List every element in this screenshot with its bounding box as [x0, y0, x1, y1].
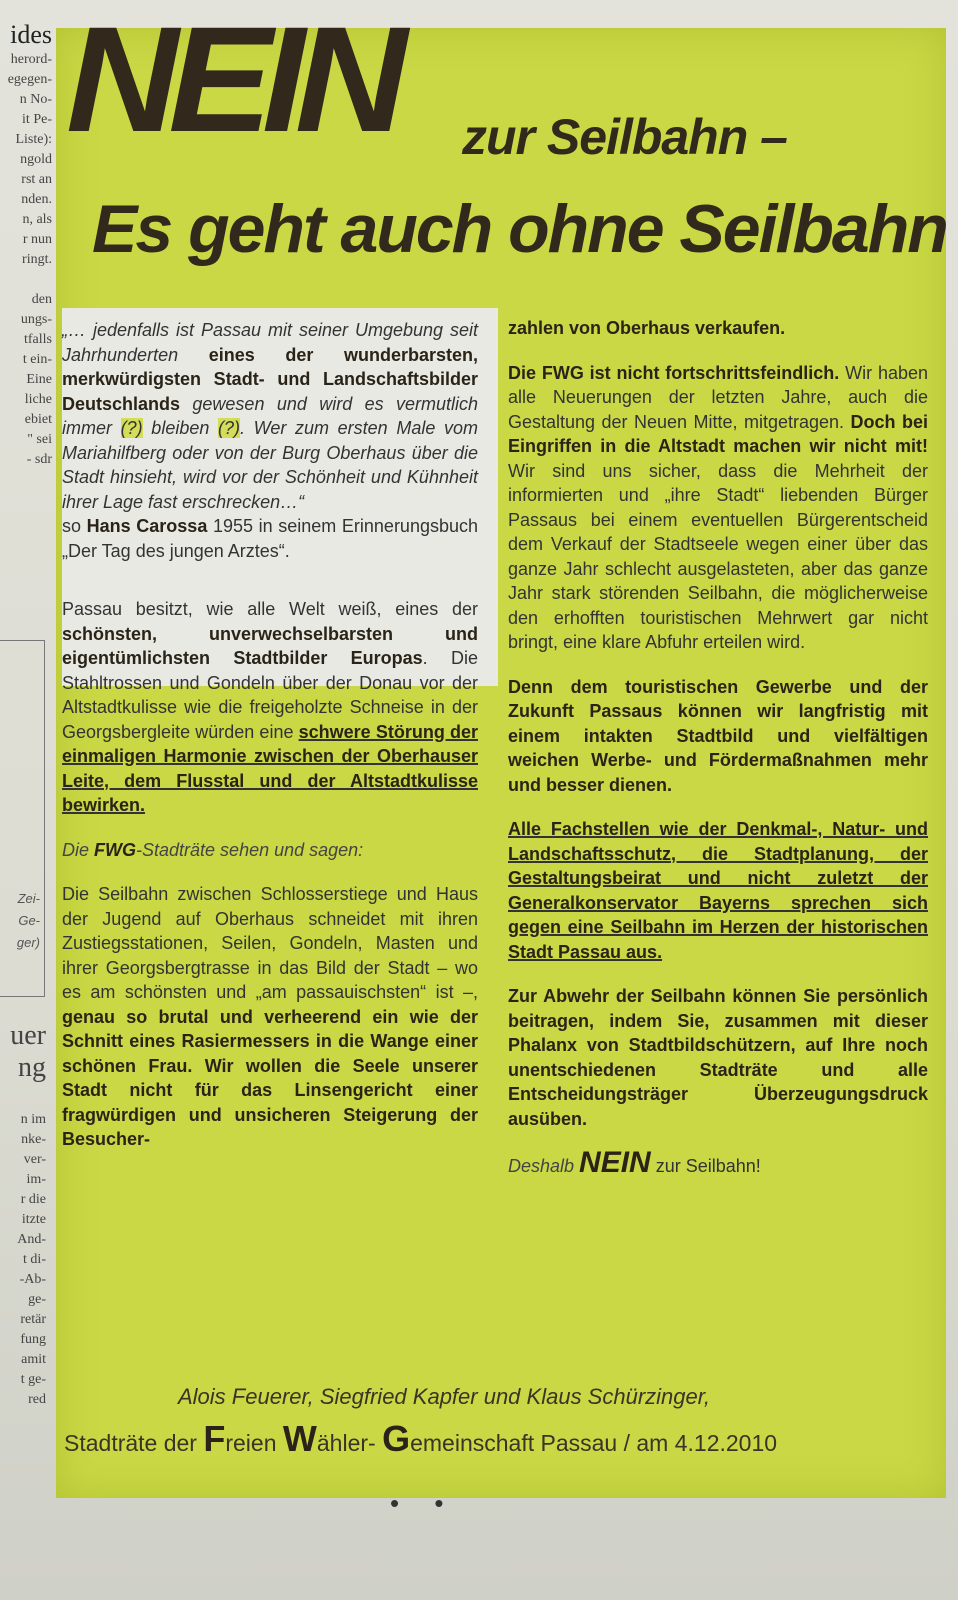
side-line: liche: [24, 392, 52, 407]
side-line: n No-: [19, 92, 52, 107]
side-line: Liste):: [15, 132, 52, 147]
side-line: -Ab-: [19, 1272, 46, 1287]
quote-text: gewesen und wird es vermutlich immer: [62, 393, 478, 438]
org-text: ähler-: [316, 1430, 383, 1456]
side-line: n im: [20, 1112, 46, 1127]
signature-names: Alois Feuerer, Siegfried Kapfer und Klaus Schürzinger,: [178, 1384, 710, 1409]
side-line: t ein-: [22, 352, 52, 367]
right-paragraph: [508, 984, 928, 1131]
side-line: den: [31, 292, 52, 307]
paragraph-bold: schönsten, unverwechselbarsten und eigentümlichsten Stadtbilder Europas: [62, 623, 478, 668]
side-line: tfalls: [24, 332, 52, 347]
paragraph-text: Die Seilbahn zwischen Schlosserstiege und Haus der Jugend auf Oberhaus schneidet mit ihren Zustiegsstationen, Seilen, Gondeln, Masten und ihrer Georgsbergtrasse in das Bild der Stadt – wo es am schönsten und „am passauischsten“ ist –,: [62, 884, 478, 1002]
side-line: ngold: [20, 152, 52, 167]
side-line: r nun: [22, 232, 52, 247]
right-paragraph: [508, 361, 928, 655]
source-text: 1955 in seinem Erinnerungsbuch „Der Tag des jungen Arztes“.: [62, 516, 478, 561]
closing-text: Deshalb: [508, 1156, 580, 1176]
quote-mark: (?): [218, 418, 241, 438]
org-initial: F: [203, 1418, 226, 1459]
side-line: ungs-: [20, 312, 52, 327]
side-line: fung: [20, 1332, 46, 1347]
quote-text: „… jedenfalls ist Passau mit seiner Umgebung seit Jahrhunderten: [62, 320, 478, 365]
left-column: [62, 318, 478, 1172]
paragraph-text: . Die Stahltrossen und Gondeln über der Donau vor der Altstadtkulisse wie die freigeholzte Schneise in der Georgsbergleite würden eine: [62, 648, 478, 742]
right-paragraph: [508, 316, 928, 341]
side-line: n, als: [22, 212, 52, 227]
quote-source: [62, 514, 478, 563]
org-initial: W: [282, 1418, 317, 1459]
side-line: ge-: [28, 1292, 46, 1307]
right-paragraph: [508, 817, 928, 964]
headline-nein: NEIN: [66, 0, 398, 163]
quote-mark: (?): [120, 418, 143, 438]
side-line: ides: [10, 20, 52, 49]
paragraph-text: Wir sind uns sicher, dass die Mehrheit der informierten und „ihre Stadt“ liebenden Bürger Passaus bei einem eventuellen Bürgerentscheid dem Verkauf der Stadtseele wegen einer über das ganze Jahr schlecht ausgelasteten, aber das ganze Jahr stark störenden Seilbahn, die möglicherweise den erhofften touristischen Mehrwert gar nicht bringt, eine klare Abfuhr erteilen wird.: [508, 460, 928, 652]
side-line: egegen-: [7, 72, 52, 87]
closing-text: zur Seilbahn!: [650, 1156, 761, 1176]
source-name: Hans Carossa: [86, 516, 208, 536]
side-line: im-: [26, 1172, 46, 1187]
side-line: retär: [20, 1312, 46, 1327]
side-line: herord-: [10, 52, 52, 67]
side-headline: [10, 1020, 46, 1084]
side-line: nden.: [21, 192, 52, 207]
side-line: it Pe-: [22, 112, 52, 127]
left-paragraph: [62, 597, 478, 818]
paragraph-bold: Die FWG ist nicht fortschrittsfeindlich.: [508, 362, 840, 383]
side-line: rst an: [21, 172, 52, 187]
headline-line2: Es geht auch ohne Seilbahn: [92, 191, 947, 267]
org-text: Stadträte der: [64, 1430, 204, 1456]
paragraph-underlined: Alle Fachstellen wie der Denkmal-, Natur- und Landschaftsschutz, die Stadtplanung, der Gestaltungsbeirat und nicht zuletzt der Generalkonservator Bayerns sprechen sich gegen eine Seilbahn im Herzen der historischen Stadt Passau aus.: [508, 819, 928, 962]
paragraph-bold: FWG: [94, 839, 137, 860]
paragraph-italic: -Stadträte sehen und sagen:: [136, 839, 364, 860]
neighbour-box: [0, 640, 45, 997]
page-dots: • •: [390, 1488, 458, 1518]
org-text: reien: [225, 1430, 283, 1456]
paragraph-bold: Doch bei Eingriffen in die Altstadt machen wir nicht mit!: [508, 411, 928, 456]
source-text: so: [62, 516, 87, 536]
headline-rest: zur Seilbahn –: [462, 109, 787, 165]
side-line: " sei: [27, 432, 52, 447]
side-line: r die: [20, 1192, 46, 1207]
paragraph-italic: Die: [62, 839, 95, 860]
signature-organisation: [64, 1418, 777, 1460]
quote-text: . Wer zum ersten Male vom Mariahilfberg oder von der Burg Oberhaus über die Stadt hinsieht, wird vor der Schönheit und Kühnheit ihrer Lage fast erschrecken…“: [62, 418, 478, 512]
side-line: red: [28, 1392, 46, 1407]
side-line: And-: [17, 1232, 46, 1247]
closing-nein: NEIN: [579, 1146, 651, 1179]
carossa-quote: [62, 318, 478, 514]
paragraph-bold: zahlen von Oberhaus verkaufen.: [508, 318, 786, 338]
side-line: t di-: [23, 1252, 46, 1267]
side-line: [0, 270, 52, 290]
side-line: ver-: [23, 1152, 46, 1167]
side-line: Eine: [26, 372, 52, 387]
quote-text: bleiben: [142, 418, 219, 438]
org-text: emeinschaft Passau / am 4.12.2010: [410, 1430, 778, 1456]
side-line: t ge-: [20, 1372, 46, 1387]
quote-bold: eines der wunderbarsten, merkwürdigsten Stadt- und Landschaftsbilder Deutschlands: [62, 344, 478, 414]
side-line: nke-: [21, 1132, 46, 1147]
paragraph-bold: genau so brutal und verheerend ein wie der Schnitt eines Rasiermessers in die Wange einer schönen Frau. Wir wollen die Seele unserer Stadt nicht für das Linsengericht einer fragwürdigen und unsicheren Steigerung der Besucher-: [62, 1006, 478, 1149]
paragraph-bold: Denn dem touristischen Gewerbe und der Zukunft Passaus können wir langfristig mit einem intakten Stadtbild und vielfältigen weichen Werbe- und Fördermaßnahmen mehr und besser dienen.: [508, 676, 928, 795]
paragraph-underlined: schwere Störung der einmaligen Harmonie zwischen der Oberhauser Leite, dem Flusstal und der Altstadtkulisse bewirken.: [62, 721, 478, 815]
side-line: itzte: [21, 1212, 46, 1227]
side-lower-text: [17, 1110, 46, 1410]
paragraph-bold: Zur Abwehr der Seilbahn können Sie persönlich beitragen, indem Sie, zusammen mit dieser Phalanx von Stadtbildschützern, auf Ihre noch unentschiedenen Stadträte und alle Entscheidungsträger Überzeugungsdruck ausüben.: [508, 986, 928, 1129]
side-line: ringt.: [22, 252, 52, 267]
closing-line: [508, 1146, 928, 1179]
paragraph-text: Passau besitzt, wie alle Welt weiß, eines der: [62, 599, 478, 619]
side-box-line: Zei-: [17, 891, 40, 906]
side-line: - sdr: [26, 452, 52, 467]
left-paragraph: [62, 882, 478, 1152]
side-line: ebiet: [24, 412, 52, 427]
right-paragraph: [508, 675, 928, 798]
left-paragraph: [62, 838, 478, 863]
side-title-line: ng: [18, 1052, 46, 1083]
paragraph-text: Wir haben alle Neuerungen der letzten Jahre, auch die Gestaltung der Neuen Mitte, mitgetragen.: [508, 362, 928, 432]
side-box-line: Ge-: [18, 913, 40, 928]
right-column: [508, 316, 928, 1199]
org-initial: G: [382, 1418, 411, 1459]
side-box-line: ger): [16, 935, 40, 950]
side-line: amit: [21, 1352, 46, 1367]
side-title-line: uer: [10, 1020, 46, 1051]
